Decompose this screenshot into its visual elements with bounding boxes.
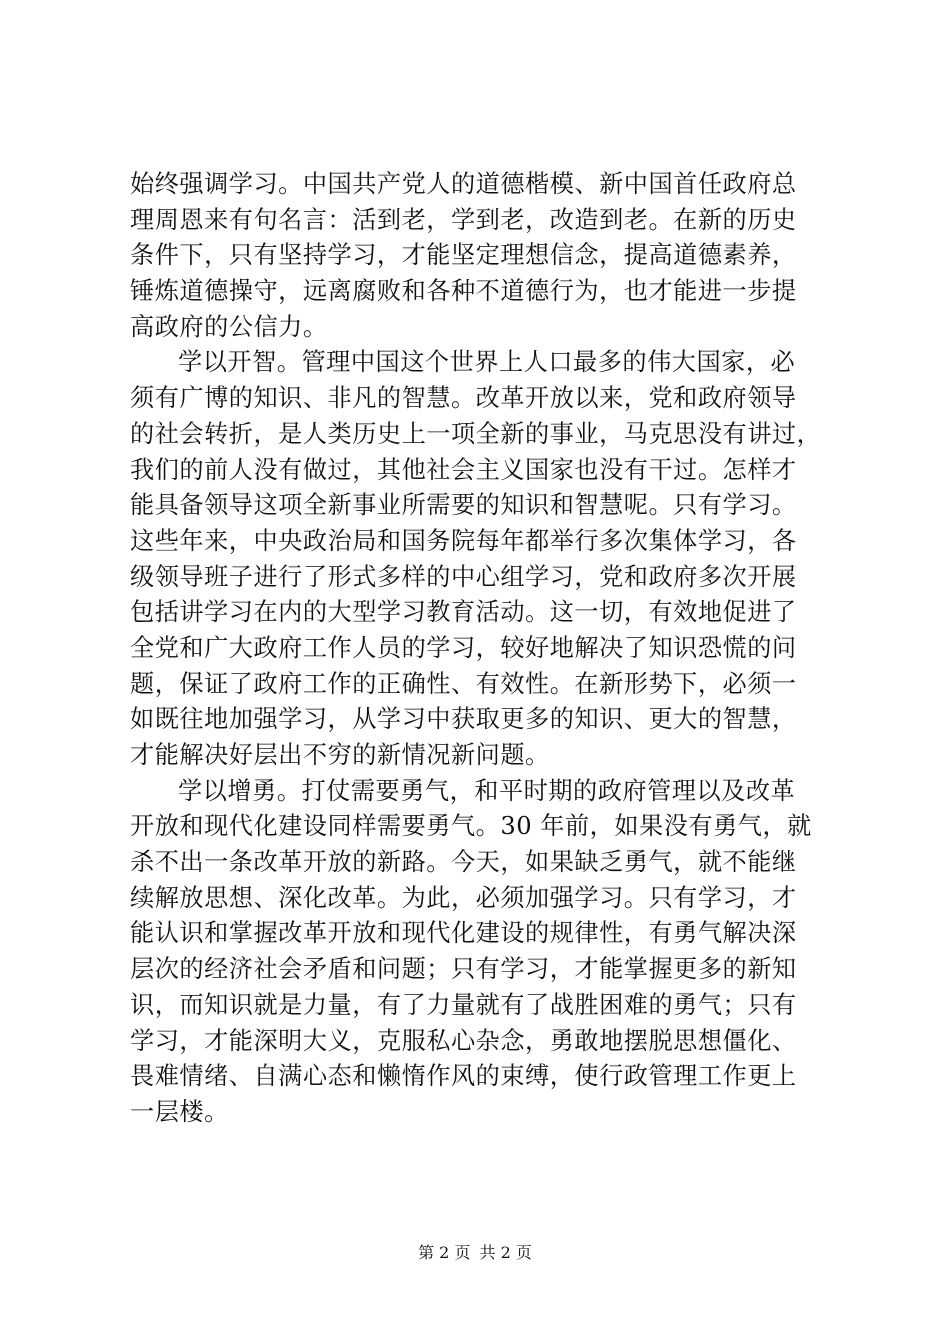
text-line: 层次的经济社会矛盾和问题；只有学习，才能掌握更多的新知 xyxy=(130,955,797,984)
text-line: 一层楼。 xyxy=(130,1097,229,1126)
text-line: 条件下，只有坚持学习，才能坚定理想信念，提高道德素养， xyxy=(130,241,797,270)
text-line: 能具备领导这项全新事业所需要的知识和智慧呢。只有学习。 xyxy=(130,491,797,520)
text-line: 我们的前人没有做过，其他社会主义国家也没有干过。怎样才 xyxy=(130,455,797,484)
document-body xyxy=(130,167,830,1131)
text-line: 级领导班子进行了形式多样的中心组学习，党和政府多次开展 xyxy=(130,562,797,591)
text-line: 识，而知识就是力量，有了力量就有了战胜困难的勇气；只有 xyxy=(130,990,797,1019)
text-line: 这些年来，中央政治局和国务院每年都举行多次集体学习，各 xyxy=(130,526,797,555)
text-line: 学习，才能深明大义，克服私心杂念，勇敢地摆脱思想僵化、 xyxy=(130,1026,797,1055)
text-line: 畏难情绪、自满心态和懒惰作风的束缚，使行政管理工作更上 xyxy=(130,1062,797,1091)
text-line: 能认识和掌握改革开放和现代化建设的规律性，有勇气解决深 xyxy=(130,919,797,948)
text-line: 理周恩来有句名言：活到老，学到老，改造到老。在新的历史 xyxy=(130,205,797,234)
text-line: 包括讲学习在内的大型学习教育活动。这一切，有效地促进了 xyxy=(130,598,797,627)
text-line: 始终强调学习。中国共产党人的道德楷模、新中国首任政府总 xyxy=(130,170,797,198)
page-footer xyxy=(0,1242,950,1264)
text-line: 杀不出一条改革开放的新路。今天，如果缺乏勇气，就不能继 xyxy=(130,848,797,877)
text-line: 全党和广大政府工作人员的学习，较好地解决了知识恐慌的问 xyxy=(130,633,797,662)
page-number: 第 2 页 xyxy=(418,1243,471,1262)
paragraph-start-line: 学以开智。管理中国这个世界上人口最多的伟大国家，必 xyxy=(178,348,796,377)
text-line: 锤炼道德操守，远离腐败和各种不道德行为，也才能进一步提 xyxy=(130,277,797,306)
text-line: 须有广博的知识、非凡的智慧。改革开放以来，党和政府领导 xyxy=(130,384,797,413)
text-line: 开放和现代化建设同样需要勇气。30 年前，如果没有勇气，就 xyxy=(130,812,812,841)
text-line: 如既往地加强学习，从学习中获取更多的知识、更大的智慧， xyxy=(130,705,797,734)
page-total: 共 2 页 xyxy=(479,1243,532,1262)
paragraph-start-line: 学以增勇。打仗需要勇气，和平时期的政府管理以及改革 xyxy=(178,776,796,805)
text-line: 高政府的公信力。 xyxy=(130,312,328,341)
text-line: 题，保证了政府工作的正确性、有效性。在新形势下，必须一 xyxy=(130,669,797,698)
text-line: 才能解决好层出不穷的新情况新问题。 xyxy=(130,741,550,769)
text-line: 的社会转折，是人类历史上一项全新的事业，马克思没有讲过， xyxy=(130,419,822,448)
text-line: 续解放思想、深化改革。为此，必须加强学习。只有学习，才 xyxy=(130,883,797,912)
